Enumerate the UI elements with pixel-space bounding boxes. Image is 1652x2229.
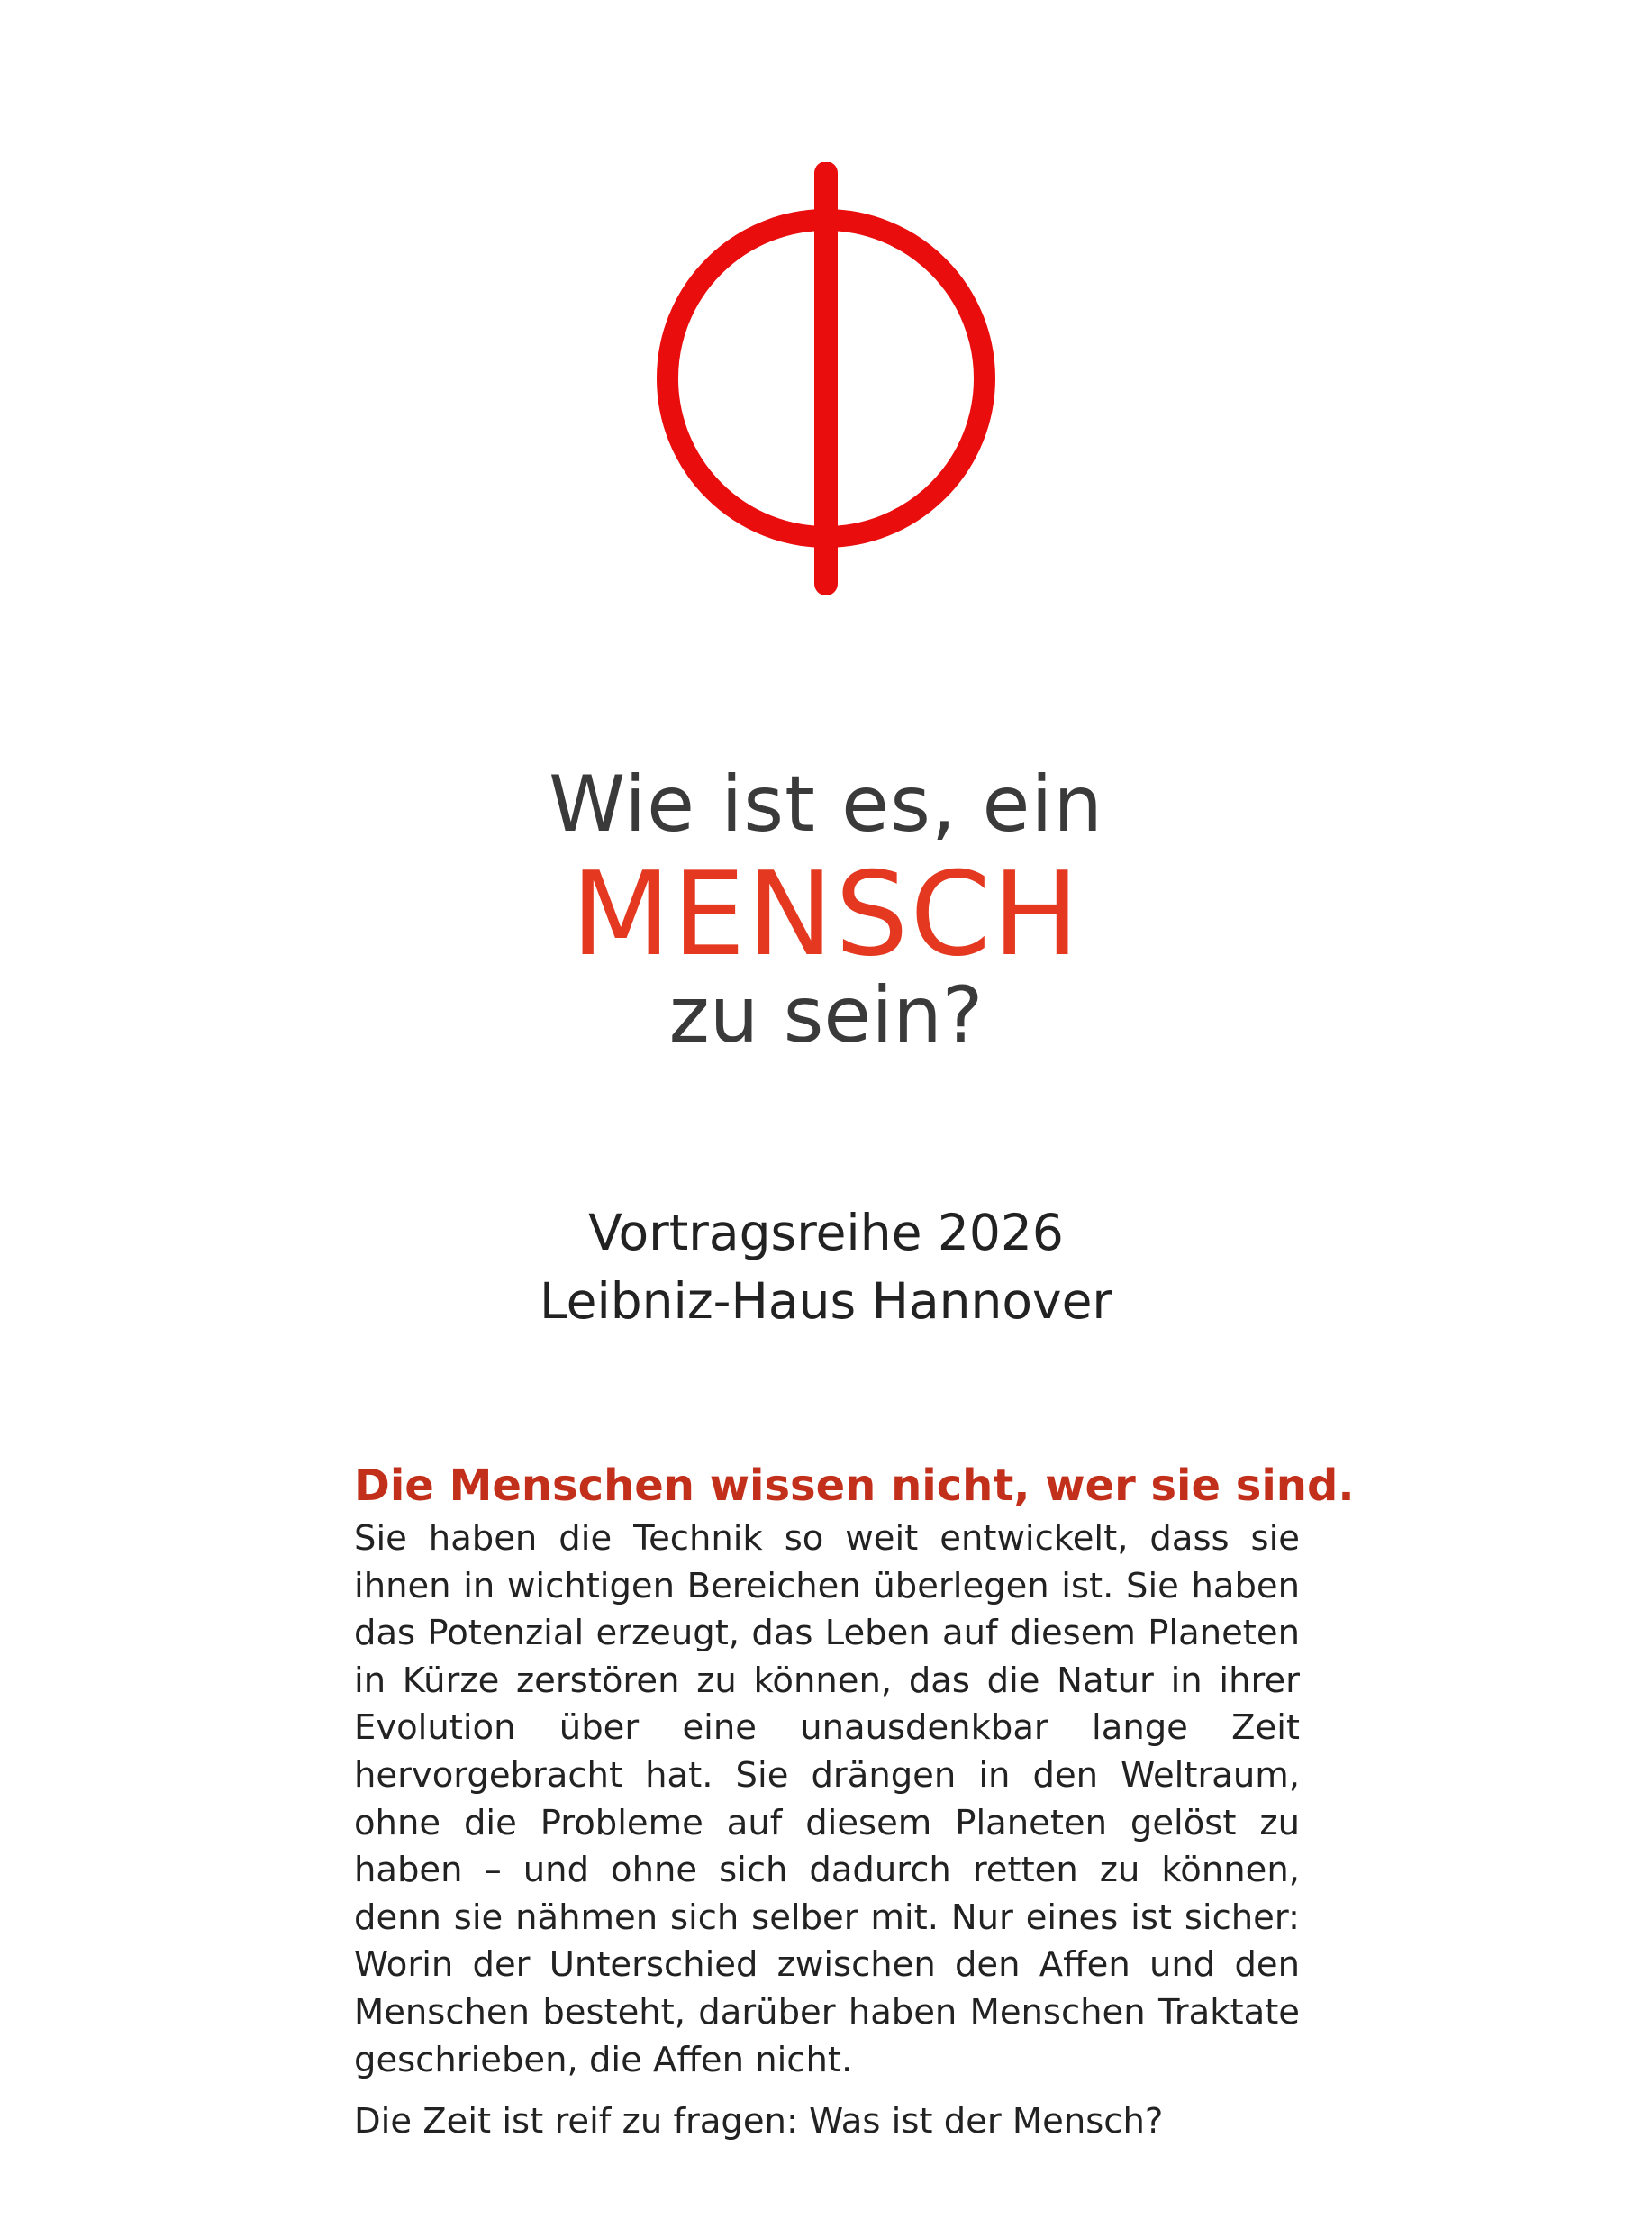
phi-logo-icon: [646, 162, 1006, 595]
headline: [0, 761, 1652, 1059]
series-title: Vortragsreihe 2026: [588, 1204, 1064, 1261]
series-location: Leibniz-Haus Hannover: [539, 1272, 1113, 1330]
headline-line-3: zu sein?: [668, 970, 984, 1060]
lead-sentence: Die Menschen wissen nicht, wer sie sind.: [354, 1460, 1355, 1511]
body-text: [354, 1458, 1355, 2145]
body-paragraph: Sie haben die Technik so weit entwickelt, dass sie ihnen in wichtigen Bereichen überlegen ist. Sie haben das Potenzial erzeugt, das Leben auf diesem Planeten in Kürze zerstören zu können, das die Natur in ihrer Evolution über eine unausdenkbar lange Zeit hervorgebracht hat. Sie drängen in den Weltraum, ohne die Probleme auf diesem Planeten gelöst zu haben – und ohne sich dadurch retten zu können, denn sie nähmen sich selber mit. Nur eines ist sicher: Worin der Unterschied zwischen den Affen und den Menschen besteht, darüber haben Menschen Traktate geschrieben, die Affen nicht.: [354, 1518, 1300, 2080]
closing-sentence: Die Zeit ist reif zu fragen: Was ist der Mensch?: [354, 2101, 1164, 2143]
headline-mensch: MENSCH: [571, 848, 1081, 982]
headline-line-1: Wie ist es, ein: [549, 760, 1103, 850]
series-info: [0, 1198, 1652, 1335]
